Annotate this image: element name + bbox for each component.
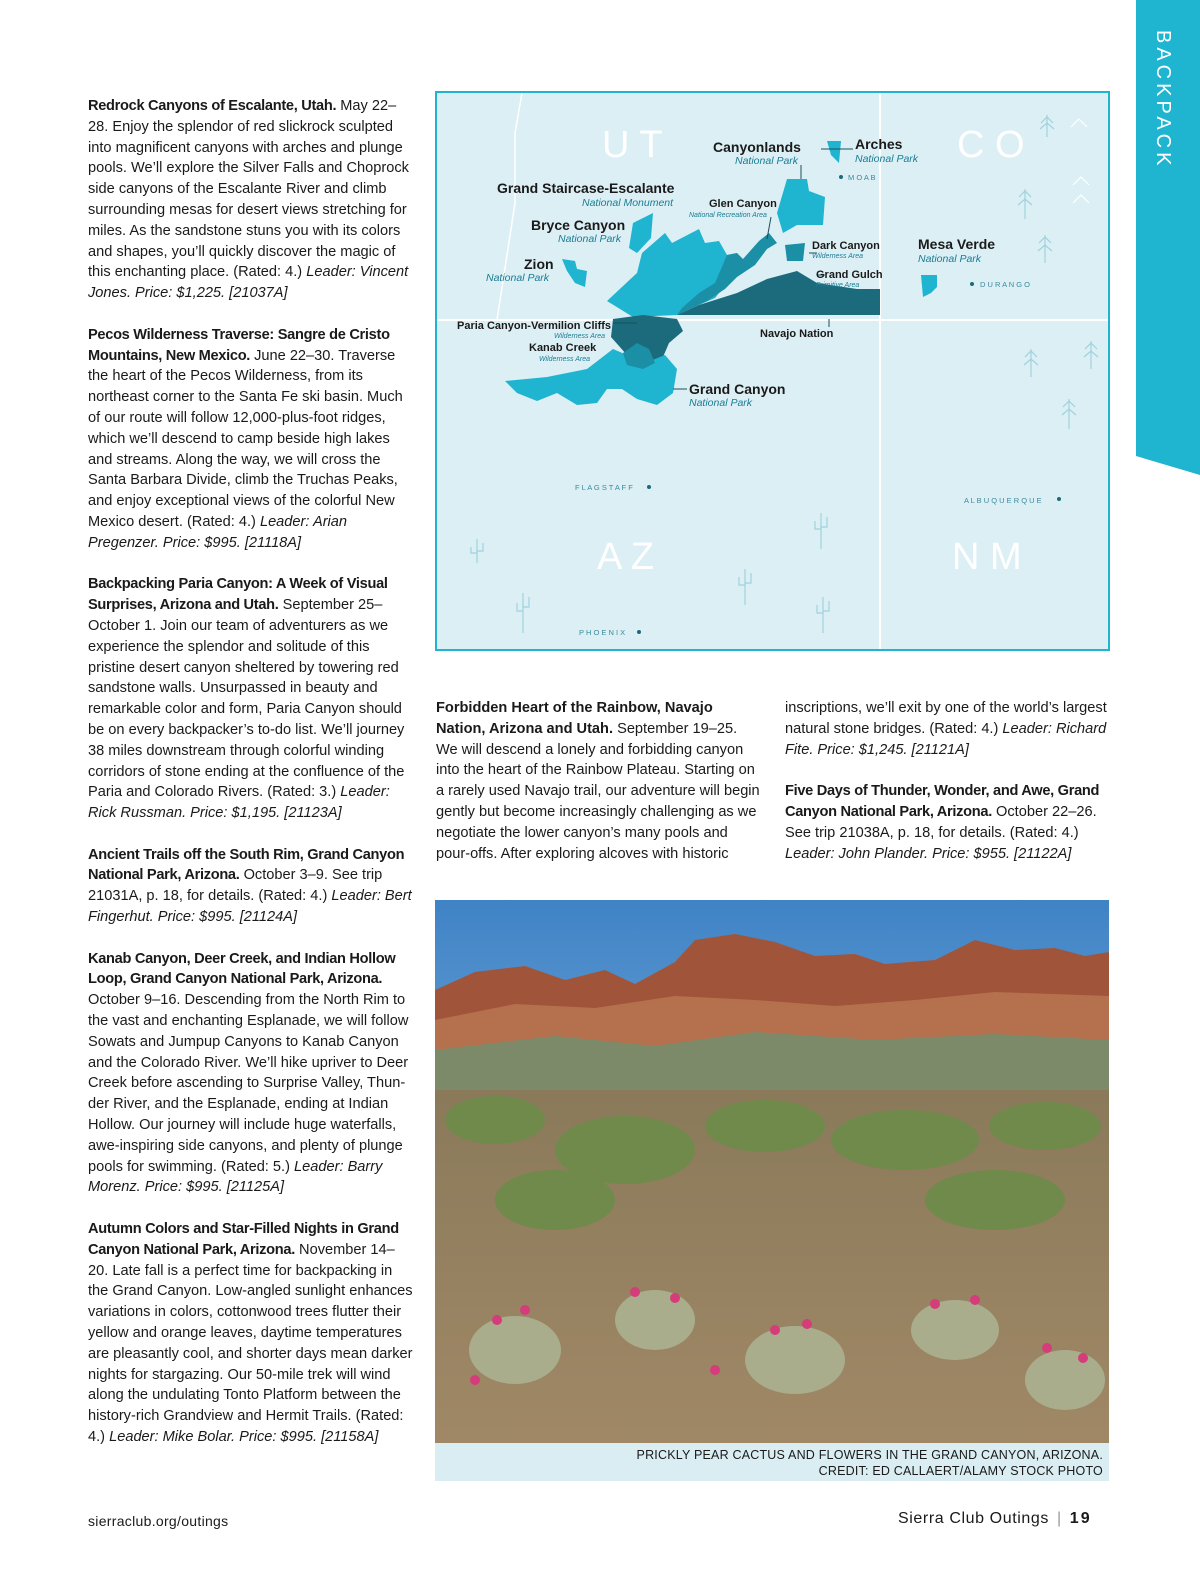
sublabel-canyonlands: National Park — [735, 155, 799, 167]
trip-listing — [88, 1219, 414, 1448]
sublabel-glen-canyon: National Recreation Area — [689, 212, 767, 219]
footer-separator: | — [1057, 1510, 1062, 1527]
trip-description: October 9–16. Descending from the North Rim to the vast and enchanting Esplanade, we will follow Sowats and Jumpup Canyons to Kanab Canyon and the Colorado River. We’ll hike upriver to Deer Creek before ascending to Surprise Valley, Thunder River, and the Esplanade, ending at Indian Hollow. Our journey will include huge waterfalls, awe-inspiring side canyons, and plenty of plunge pools for swimming. (Rated: 5.) — [88, 992, 409, 1175]
trip-title: Backpacking Paria Canyon: A Week of Visual Surprises, Arizona and Utah. — [88, 576, 388, 614]
trip-listing — [88, 845, 414, 928]
sublabel-paria: Wilderness Area — [554, 333, 606, 340]
city-flagstaff: F L A G S T A F F — [575, 483, 633, 492]
trip-leader-price: Leader: Vincent Jones. Price: $1,225. [21037A] — [88, 264, 409, 302]
trip-title: Redrock Canyons of Escalante, Utah. — [88, 98, 337, 114]
footer-publication — [898, 1510, 1092, 1528]
label-mesa-verde: Mesa Verde — [918, 236, 996, 252]
trip-listing — [88, 949, 414, 1199]
label-dark-canyon: Dark Canyon — [812, 240, 880, 252]
map-graphic — [437, 93, 1108, 649]
label-arches: Arches — [855, 136, 903, 152]
section-tab-label: BACKPACK — [1152, 30, 1174, 170]
trip-listing — [88, 96, 414, 304]
trip-description: September 25–October 1. Join our team of adventurers as we experience the splendor and solitude of this pristine desert canyon sheltered by towering red sandstone walls. Unsurpassed in beauty and remarkable color and form, Paria Canyon should be on every backpacker’s to-do list. We’ll journey 38 miles downstream through colorful winding corridors of stone ending at the confluence of the Paria and Colorado Rivers. (Rated: 3.) — [88, 597, 405, 801]
sublabel-grand-canyon: National Park — [689, 397, 753, 409]
trip-listing — [88, 325, 414, 554]
trip-title: Pecos Wilderness Traverse: Sangre de Cristo Mountains, New Mexico. — [88, 326, 390, 364]
publication-name: Sierra Club Outings — [898, 1510, 1050, 1527]
trip-title: Kanab Canyon, Deer Creek, and Indian Hollow Loop, Grand Canyon National Park, Arizona. — [88, 950, 396, 988]
sublabel-dark-canyon: Wilderness Area — [812, 253, 864, 260]
sublabel-bryce: National Park — [558, 233, 622, 245]
state-label-co: C O — [957, 124, 1025, 166]
zion-shape — [562, 259, 587, 287]
trip-leader-price: Leader: Barry Morenz. Price: $995. [21125A] — [88, 1158, 383, 1196]
trip-title: Forbidden Heart of the Rainbow, Navajo Nation, Arizona and Utah. — [436, 700, 713, 737]
label-grand-canyon: Grand Canyon — [689, 381, 786, 397]
sublabel-grand-gulch: Primitive Area — [816, 282, 860, 289]
trip-listing — [88, 574, 414, 824]
trip-description: June 22–30. Traverse the heart of the Pecos Wilderness, from its northeast corner to the Santa Fe ski basin. Much of our route will follow 12,000-plus-foot ridges, which we’ll descend to camp beside high lakes and streams. Along the way, we will cross the Santa Barbara Divide, climb the Truchas Peaks, and enjoy exceptional views of the colorful New Mexico desert. (Rated: 4.) — [88, 347, 403, 530]
trip-description: May 22–28. Enjoy the splendor of red slickrock sculpted into magnificent canyons with arches and plunge pools. We’ll explore the Silver Falls and Choprock side canyons of the Escalante River and climb surrounding mesas for desert views stretching for miles. As the sandstone stuns you with its colors and shapes, you’ll quickly discover the magic of this enchanting place. (Rated: 4.) — [88, 98, 409, 281]
city-moab: M O A B — [848, 173, 876, 182]
label-navajo: Navajo Nation — [760, 328, 834, 340]
sublabel-zion: National Park — [486, 272, 550, 284]
page-number: 19 — [1069, 1510, 1092, 1527]
label-kanab: Kanab Creek — [529, 342, 597, 354]
state-label-nm: N M — [952, 536, 1022, 578]
photo-caption — [435, 1443, 1109, 1481]
label-grand-staircase: Grand Staircase-Escalante — [497, 180, 675, 196]
trip-title: Autumn Colors and Star-Filled Nights in Grand Canyon National Park, Arizona. — [88, 1221, 399, 1258]
label-zion: Zion — [524, 256, 554, 272]
mesa-verde-shape — [921, 275, 937, 297]
sublabel-kanab: Wilderness Area — [539, 356, 591, 363]
trip-description: November 14–20. Late fall is a perfect time for backpacking in the Grand Canyon. Low-angled sunlight enhances variations in colors, cottonwood trees flutter their yellow and orange leaves, daytime temperatures are pleasantly cool, and shorter days mean darker nights for stargazing. Our 50-mile trek will wind along the undulating Tonto Platform between the history-rich Grandview and Hermit Trails. (Rated: 4.) — [88, 1241, 413, 1445]
trip-description: inscriptions, we’ll exit by one of the world’s largest natural stone bridges. (Rated: 4.) — [785, 700, 1107, 737]
trip-leader-price: Leader: Arian Pregenzer. Price: $995. [21118A] — [88, 513, 348, 551]
label-canyonlands: Canyonlands — [713, 139, 801, 155]
canyonlands-shape — [777, 179, 825, 233]
trip-leader-price: Leader: John Plander. Price: $955. [21122A] — [785, 845, 1072, 862]
trip-title: Five Days of Thunder, Wonder, and Awe, Grand Canyon National Park, Arizona. — [785, 783, 1100, 820]
footer-url: sierraclub.org/outings — [88, 1513, 229, 1529]
sublabel-arches: National Park — [855, 153, 919, 165]
label-grand-gulch: Grand Gulch — [816, 269, 883, 281]
trip-description: October 22–26. See trip 21038A, p. 18, for details. (Rated: 4.) — [785, 803, 1097, 841]
arches-shape — [827, 141, 841, 163]
label-bryce: Bryce Canyon — [531, 217, 626, 233]
caption-text: PRICKLY PEAR CACTUS AND FLOWERS IN THE GRAND CANYON, ARIZONA. — [636, 1448, 1103, 1462]
state-label-az: A Z — [597, 536, 655, 578]
photo-credit: CREDIT: ED CALLAERT/ALAMY STOCK PHOTO — [818, 1464, 1103, 1478]
trip-description: October 3–9. See trip 21031A, p. 18, for details. (Rated: 4.) — [88, 867, 383, 905]
state-label-ut: U T — [602, 124, 663, 166]
middle-column — [436, 698, 762, 864]
city-phoenix: P H O E N I X — [579, 628, 626, 637]
city-durango: D U R A N G O — [980, 280, 1031, 289]
sublabel-grand-staircase: National Monument — [582, 197, 674, 209]
photo-illustration — [435, 900, 1109, 1443]
trip-leader-price: Leader: Richard Fite. Price: $1,245. [21121A] — [785, 720, 1107, 758]
right-column — [785, 698, 1111, 885]
left-column — [88, 96, 414, 1469]
sublabel-mesa-verde: National Park — [918, 253, 982, 265]
trip-title: Ancient Trails off the South Rim, Grand Canyon National Park, Arizona. — [88, 846, 405, 884]
region-map — [435, 91, 1110, 651]
trip-leader-price: Leader: Rick Russman. Price: $1,195. [21123A] — [88, 784, 390, 822]
trip-listing-continued — [785, 698, 1111, 760]
grand-canyon-photo — [435, 900, 1109, 1443]
trip-leader-price: Leader: Mike Bolar. Price: $995. [21158A] — [109, 1429, 379, 1445]
city-albuquerque: A L B U Q U E R Q U E — [964, 496, 1042, 505]
trip-leader-price: Leader: Bert Fingerhut. Price: $995. [21124A] — [88, 888, 412, 926]
trip-listing — [436, 698, 762, 864]
label-glen-canyon: Glen Canyon — [709, 198, 777, 210]
trip-description: September 19–25. We will descend a lonely and forbidding canyon into the heart of the Rainbow Plateau. Starting on a rarely used Navajo trail, our adventure will begin gently but become increasingly challenging as we negotiate the lower canyon’s many pools and pour-offs. After exploring alcoves with historic — [436, 720, 760, 862]
label-paria: Paria Canyon-Vermilion Cliffs — [457, 320, 612, 332]
dark-canyon-shape — [785, 243, 805, 261]
trip-listing — [785, 781, 1111, 864]
